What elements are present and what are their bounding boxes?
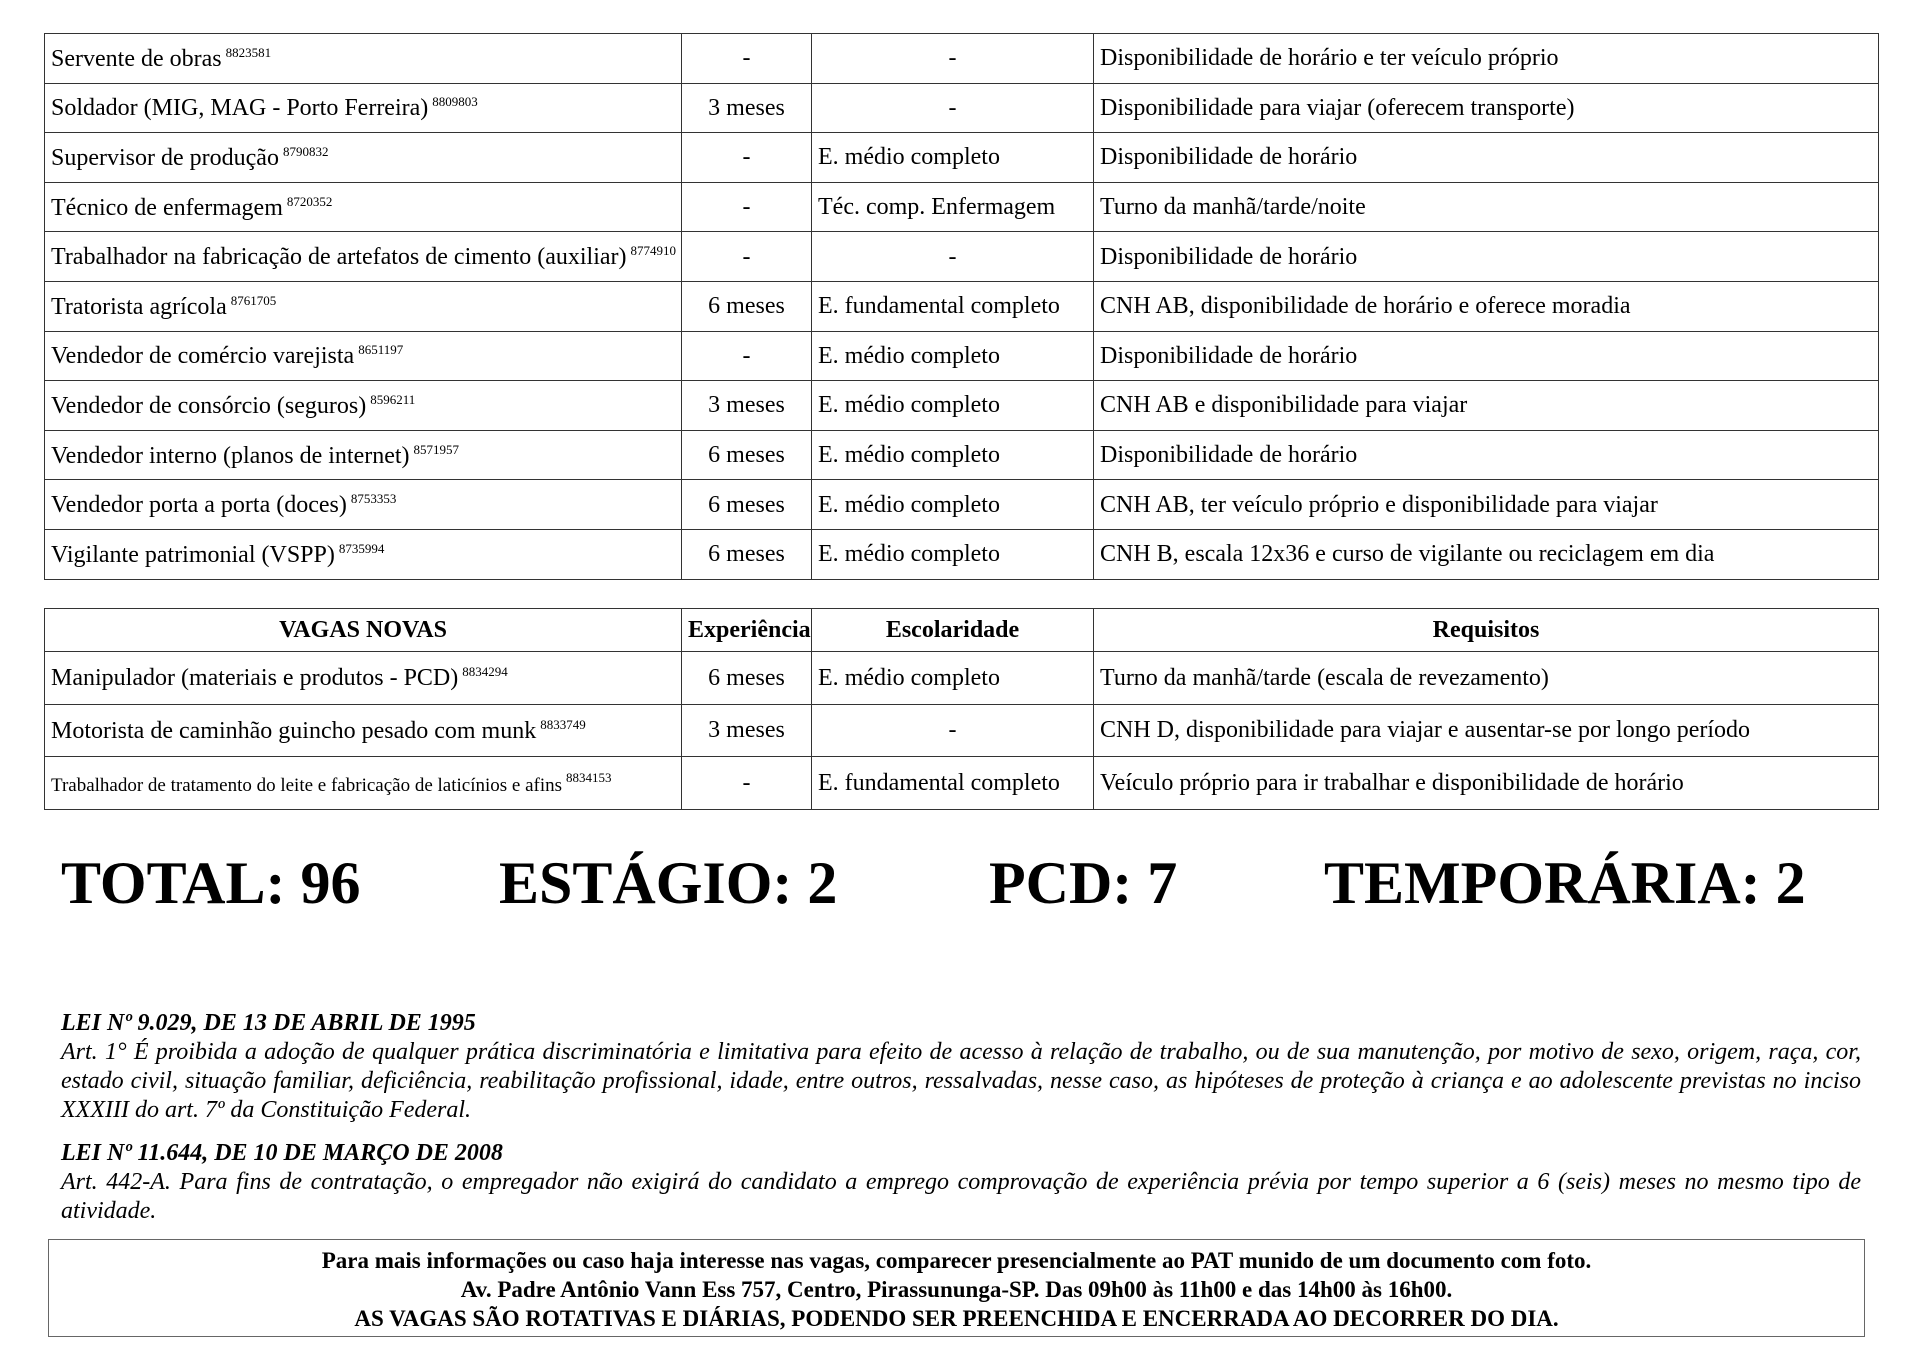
job-title-cell — [45, 34, 682, 84]
law-9029-text: Art. 1° É proibida a adoção de qualquer prática discriminatória e limitativa para efeito de acesso à relação de trabalho, ou de sua manutenção, por motivo de sexo, origem, raça, cor, estado civil, situação familiar, deficiência, reabilitação profissional, idade, entre outros, ressalvadas, nesse caso, as hipóteses de proteção à criança e ao adolescente previstas no inciso XXXIII do art. 7º da Constituição Federal. — [61, 1039, 1861, 1123]
table-row — [45, 480, 1879, 530]
requirements-cell: CNH D, disponibilidade para viajar e ausentar-se por longo período — [1094, 704, 1879, 757]
experience-cell: 3 meses — [682, 381, 812, 431]
experience-cell: - — [682, 331, 812, 381]
total-count: TOTAL: 96 — [61, 850, 361, 916]
experience-cell: 3 meses — [682, 704, 812, 757]
new-jobs-header-row — [45, 609, 1879, 652]
job-title: Supervisor de produção — [51, 144, 279, 171]
schooling-cell: - — [812, 34, 1094, 84]
pcd-count: PCD: 7 — [989, 850, 1178, 916]
table-row — [45, 133, 1879, 183]
experience-cell: - — [682, 34, 812, 84]
job-title: Vendedor interno (planos de internet) — [51, 442, 410, 469]
law-9029-title: LEI Nº 9.029, DE 13 DE ABRIL DE 1995 — [61, 1010, 476, 1036]
temporaria-count: TEMPORÁRIA: 2 — [1324, 850, 1806, 916]
contact-notice: AS VAGAS SÃO ROTATIVAS E DIÁRIAS, PODENDO SER PREENCHIDA E ENCERRADA AO DECORRER DO DIA. — [354, 1306, 1559, 1331]
requirements-cell: Disponibilidade de horário — [1094, 331, 1879, 381]
requirements-cell: Disponibilidade de horário — [1094, 232, 1879, 282]
contact-line-1: Para mais informações ou caso haja interesse nas vagas, comparecer presencialmente ao PAT munido de um documento com foto. — [321, 1248, 1592, 1273]
job-code: 8834294 — [462, 664, 508, 680]
job-code: 8834153 — [566, 769, 612, 785]
experience-cell: 6 meses — [682, 281, 812, 331]
job-title-cell — [45, 83, 682, 133]
job-title: Vendedor de comércio varejista — [51, 343, 355, 370]
experience-cell: - — [682, 133, 812, 183]
job-title-cell — [45, 704, 682, 757]
table-row — [45, 34, 1879, 84]
schooling-cell: E. fundamental completo — [812, 757, 1094, 810]
requirements-cell: Turno da manhã/tarde (escala de revezamento) — [1094, 652, 1879, 705]
job-title: Trabalhador de tratamento do leite e fabricação de laticínios e afins — [51, 774, 563, 796]
table-row — [45, 381, 1879, 431]
job-title: Vendedor porta a porta (doces) — [51, 492, 347, 519]
job-title-cell — [45, 182, 682, 232]
experience-cell: 6 meses — [682, 480, 812, 530]
requirements-cell: Disponibilidade de horário — [1094, 133, 1879, 183]
job-title-cell — [45, 331, 682, 381]
table-row — [45, 757, 1879, 810]
experience-cell: 6 meses — [682, 430, 812, 480]
schooling-cell: Téc. comp. Enfermagem — [812, 182, 1094, 232]
job-title: Trabalhador na fabricação de artefatos de cimento (auxiliar) — [51, 244, 627, 271]
jobs-table-continued — [44, 33, 1879, 580]
requirements-cell: Turno da manhã/tarde/noite — [1094, 182, 1879, 232]
header-requisitos: Requisitos — [1094, 609, 1879, 652]
requirements-cell: Disponibilidade de horário — [1094, 430, 1879, 480]
job-title-cell — [45, 757, 682, 810]
jobs-table-continued-body — [45, 34, 1879, 580]
header-experiencia: Experiência — [682, 609, 812, 652]
job-code: 8571957 — [413, 441, 460, 457]
job-code: 8735994 — [338, 540, 385, 556]
law-11644-text: Art. 442-A. Para fins de contratação, o empregador não exigirá do candidato a emprego comprovação de experiência prévia por tempo superior a 6 (seis) meses no mesmo tipo de atividade. — [61, 1169, 1861, 1224]
table-row — [45, 331, 1879, 381]
contact-info-box — [48, 1239, 1865, 1337]
estagio-count: ESTÁGIO: 2 — [499, 850, 838, 916]
job-title: Manipulador (materiais e produtos - PCD) — [51, 665, 459, 692]
job-code: 8720352 — [286, 193, 333, 209]
job-code: 8809803 — [432, 94, 478, 110]
law-11644-title: LEI Nº 11.644, DE 10 DE MARÇO DE 2008 — [61, 1140, 503, 1166]
table-row — [45, 182, 1879, 232]
requirements-cell: CNH AB e disponibilidade para viajar — [1094, 381, 1879, 431]
job-title-cell — [45, 232, 682, 282]
job-title: Vigilante patrimonial (VSPP) — [51, 541, 335, 568]
schooling-cell: E. médio completo — [812, 652, 1094, 705]
job-code: 8790832 — [282, 143, 329, 159]
experience-cell: - — [682, 757, 812, 810]
job-title-cell — [45, 529, 682, 579]
job-title-cell — [45, 133, 682, 183]
job-title: Técnico de enfermagem — [51, 194, 283, 221]
schooling-cell: - — [812, 704, 1094, 757]
job-title-cell — [45, 480, 682, 530]
new-jobs-table — [44, 608, 1879, 810]
schooling-cell: E. médio completo — [812, 430, 1094, 480]
header-escolaridade: Escolaridade — [812, 609, 1094, 652]
experience-cell: 6 meses — [682, 652, 812, 705]
requirements-cell: CNH AB, ter veículo próprio e disponibilidade para viajar — [1094, 480, 1879, 530]
law-9029 — [61, 1009, 1861, 1125]
job-title: Soldador (MIG, MAG - Porto Ferreira) — [51, 95, 429, 122]
experience-cell: 6 meses — [682, 529, 812, 579]
experience-cell: - — [682, 232, 812, 282]
requirements-cell: CNH B, escala 12x36 e curso de vigilante ou reciclagem em dia — [1094, 529, 1879, 579]
job-title-cell — [45, 652, 682, 705]
schooling-cell: E. médio completo — [812, 480, 1094, 530]
schooling-cell: E. médio completo — [812, 529, 1094, 579]
schooling-cell: E. médio completo — [812, 381, 1094, 431]
schooling-cell: E. médio completo — [812, 133, 1094, 183]
table-row — [45, 529, 1879, 579]
job-title: Motorista de caminhão guincho pesado com munk — [51, 717, 537, 744]
table-row — [45, 232, 1879, 282]
table-row — [45, 430, 1879, 480]
table-row — [45, 83, 1879, 133]
job-code: 8823581 — [225, 44, 272, 60]
requirements-cell: Veículo próprio para ir trabalhar e disponibilidade de horário — [1094, 757, 1879, 810]
experience-cell: 3 meses — [682, 83, 812, 133]
job-title: Tratorista agrícola — [51, 293, 227, 320]
job-title: Vendedor de consórcio (seguros) — [51, 392, 367, 419]
requirements-cell: Disponibilidade para viajar (oferecem transporte) — [1094, 83, 1879, 133]
table-row — [45, 281, 1879, 331]
law-11644 — [61, 1139, 1861, 1226]
job-code: 8774910 — [630, 243, 677, 259]
schooling-cell: E. médio completo — [812, 331, 1094, 381]
job-title-cell — [45, 281, 682, 331]
schooling-cell: E. fundamental completo — [812, 281, 1094, 331]
job-code: 8833749 — [540, 716, 586, 732]
schooling-cell: - — [812, 83, 1094, 133]
job-code: 8761705 — [230, 292, 277, 308]
header-vagas-novas: VAGAS NOVAS — [45, 609, 682, 652]
job-title-cell — [45, 381, 682, 431]
table-row — [45, 704, 1879, 757]
table-row — [45, 652, 1879, 705]
experience-cell: - — [682, 182, 812, 232]
job-code: 8651197 — [358, 342, 404, 358]
requirements-cell: CNH AB, disponibilidade de horário e oferece moradia — [1094, 281, 1879, 331]
job-title: Servente de obras — [51, 45, 222, 72]
new-jobs-table-body — [45, 652, 1879, 810]
job-code: 8753353 — [350, 491, 397, 507]
schooling-cell: - — [812, 232, 1094, 282]
contact-address: Av. Padre Antônio Vann Ess 757, Centro, Pirassununga-SP. Das 09h00 às 11h00 e das 14h00 às 16h00. — [460, 1277, 1453, 1302]
job-code: 8596211 — [370, 391, 416, 407]
job-title-cell — [45, 430, 682, 480]
requirements-cell: Disponibilidade de horário e ter veículo próprio — [1094, 34, 1879, 84]
